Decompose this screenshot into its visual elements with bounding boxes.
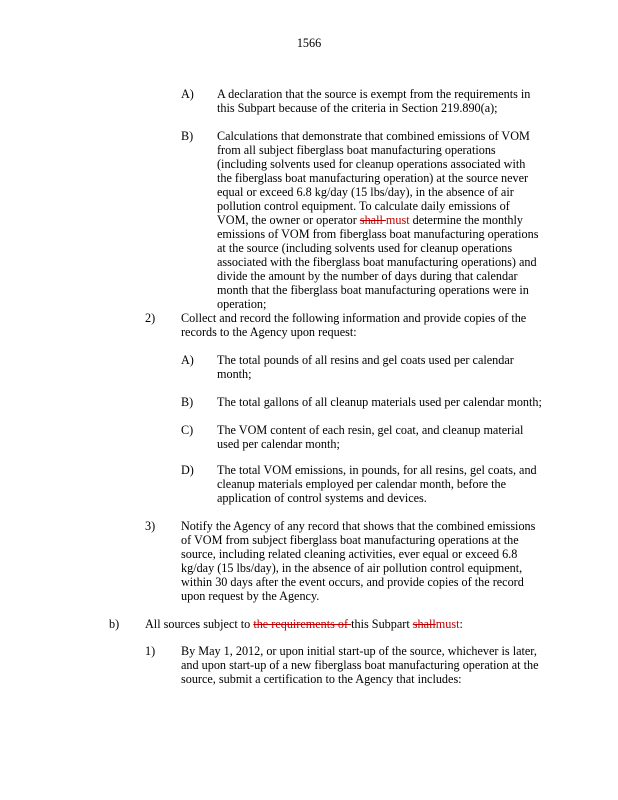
deleted-text-2: shall [412, 617, 436, 631]
item-text: Notify the Agency of any record that shows that the combined emissions of VOM from subject fiberglass boat manufacturing operations at the source, including related cleaning activities, ever equal or exceed 6.8 kg/day (15 lbs/day), in the absence of air pollution control equipment, within 30 days after the event occurs, and provide copies of the record upon request by the Agency. [181, 519, 536, 603]
text-before: Calculations that demonstrate that combined emissions of VOM from all subject fiberglass boat manufacturing operations (including solvents used for cleanup operations associated with the fiberglass boat manufacturing operation) at the source never equal or exceed 6.8 kg/day (15 lbs/day), in the absence of air pollution control equipment. To calculate daily emissions of VOM, the owner or operator [217, 129, 530, 227]
inserted-text: must [385, 213, 410, 227]
item-text [145, 617, 541, 631]
deleted-text: the requirements of [253, 617, 352, 631]
item-text: The VOM content of each resin, gel coat, and cleanup material used per calendar month; [217, 423, 524, 451]
item-label: b) [109, 617, 120, 631]
text-middle: this Subpart [351, 617, 413, 631]
deleted-text: shall [359, 213, 386, 227]
item-label: B) [181, 395, 194, 409]
inserted-text: must [435, 617, 460, 631]
item-label: 2) [145, 311, 156, 325]
item-label: A) [181, 87, 194, 101]
item-text: The total pounds of all resins and gel coats used per calendar month; [217, 353, 514, 381]
item-label: 1) [145, 644, 156, 658]
item-text [217, 129, 540, 311]
text-after: determine the monthly emissions of VOM from fiberglass boat manufacturing operations at the source (including solvents used for cleanup operations associated with the fiberglass boat manufacturing operations) and divide the amount by the number of days during that calendar month that the fiberglass boat manufacturing operations were in operation; [217, 213, 539, 311]
item-text: Collect and record the following information and provide copies of the records to the Agency upon request: [181, 311, 527, 339]
item-text: The total VOM emissions, in pounds, for all resins, gel coats, and cleanup materials employed per calendar month, before the application of control systems and devices. [217, 463, 537, 505]
page-number: 1566 [296, 36, 322, 50]
text-before: All sources subject to [145, 617, 254, 631]
text-after: : [459, 617, 463, 631]
item-text: By May 1, 2012, or upon initial start-up of the source, whichever is later, and upon start-up of a new fiberglass boat manufacturing operation at the source, submit a certification to the Agency that includes: [181, 644, 539, 686]
item-label: 3) [145, 519, 156, 533]
item-label: B) [181, 129, 194, 143]
item-text: The total gallons of all cleanup materials used per calendar month; [217, 395, 542, 409]
item-text: A declaration that the source is exempt from the requirements in this Subpart because of the criteria in Section 219.890(a); [217, 87, 531, 115]
item-label: A) [181, 353, 194, 367]
item-label: D) [181, 463, 194, 477]
item-label: C) [181, 423, 194, 437]
